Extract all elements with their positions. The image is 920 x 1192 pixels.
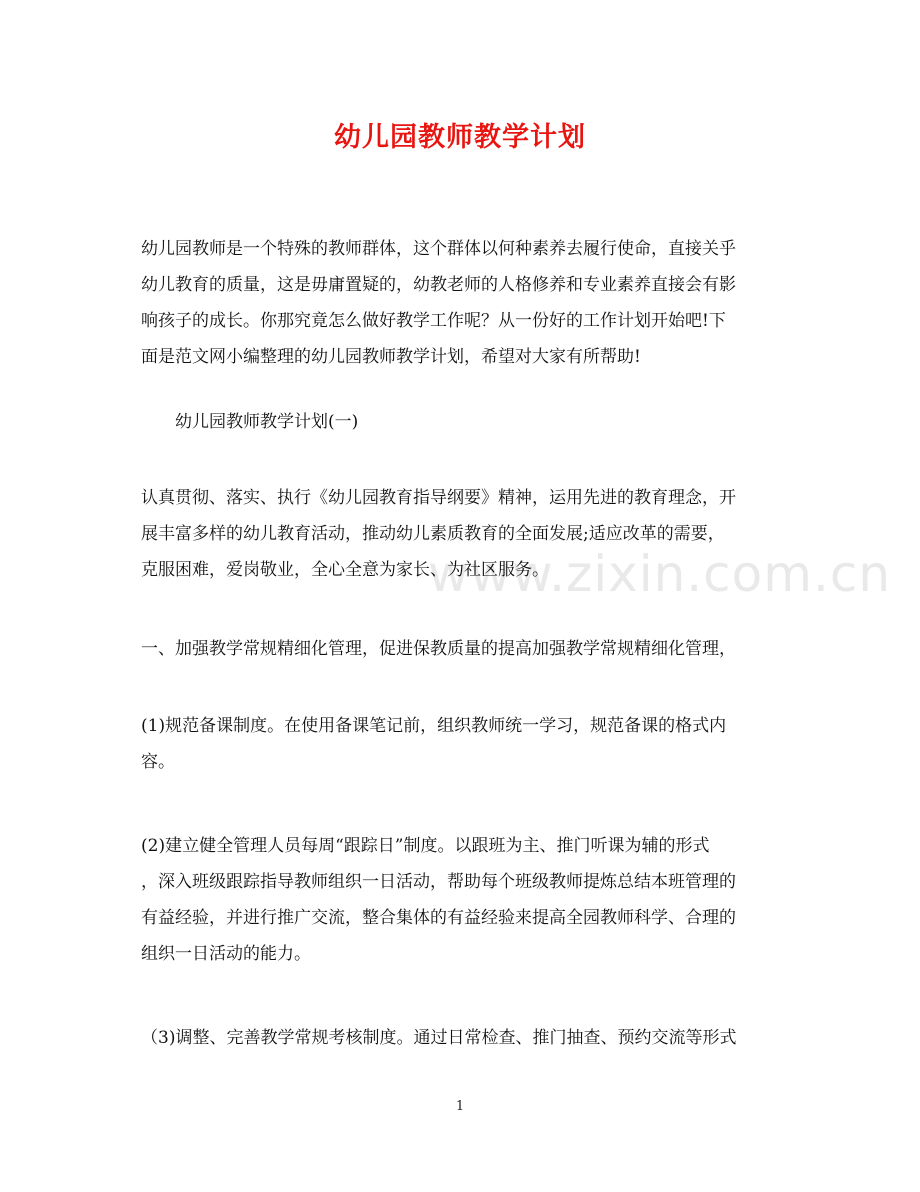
list-item-2 bbox=[141, 828, 781, 972]
document-title: 幼儿园教师教学计划 bbox=[334, 122, 586, 153]
text-line: (1)规范备课制度。在使用备课笔记前，组织教师统一学习，规范备课的格式内 bbox=[141, 716, 727, 736]
text-line: 容。 bbox=[141, 752, 175, 772]
text-line: 幼儿教育的质量，这是毋庸置疑的，幼教老师的人格修养和专业素养直接会有影 bbox=[141, 275, 736, 295]
text-line: 幼儿园教师是一个特殊的教师群体，这个群体以何种素养去履行使命，直接关乎 bbox=[141, 239, 736, 259]
text-line: 展丰富多样的幼儿教育活动，推动幼儿素质教育的全面发展;适应改革的需要， bbox=[141, 524, 725, 544]
text-line: 克服困难，爱岗敬业，全心全意为家长、为社区服务。 bbox=[141, 560, 549, 580]
text-line: 有益经验，并进行推广交流，整合集体的有益经验来提高全园教师科学、合理的 bbox=[141, 908, 736, 928]
text-line: 一、加强教学常规精细化管理，促进保教质量的提高加强教学常规精细化管理， bbox=[141, 639, 736, 659]
section-point-one bbox=[141, 631, 781, 667]
text-line: (2)建立健全管理人员每周“跟踪日”制度。以跟班为主、推门听课为辅的形式 bbox=[141, 836, 710, 856]
text-line: 面是范文网小编整理的幼儿园教师教学计划，希望对大家有所帮助! bbox=[141, 347, 641, 367]
watermark-text: www.zixin.com.cn bbox=[428, 545, 892, 603]
body-paragraph bbox=[141, 480, 781, 588]
text-line: 响孩子的成长。你那究竟怎么做好教学工作呢？从一份好的工作计划开始吧!下 bbox=[141, 311, 726, 331]
text-line: ，深入班级跟踪指导教师组织一日活动，帮助每个班级教师提炼总结本班管理的 bbox=[141, 872, 736, 892]
text-line: 幼儿园教师教学计划(一) bbox=[175, 412, 359, 432]
list-item-1 bbox=[141, 708, 781, 780]
text-line: （3)调整、完善教学常规考核制度。通过日常检查、推门抽查、预约交流等形式 bbox=[141, 1028, 737, 1048]
text-line: 认真贯彻、落实、执行《幼儿园教育指导纲要》精神，运用先进的教育理念，开 bbox=[141, 488, 736, 508]
intro-paragraph bbox=[141, 231, 781, 375]
list-item-3 bbox=[141, 1020, 781, 1056]
page-number: 1 bbox=[455, 1099, 465, 1114]
text-line: 组织一日活动的能力。 bbox=[141, 944, 311, 964]
section-heading bbox=[175, 404, 815, 440]
